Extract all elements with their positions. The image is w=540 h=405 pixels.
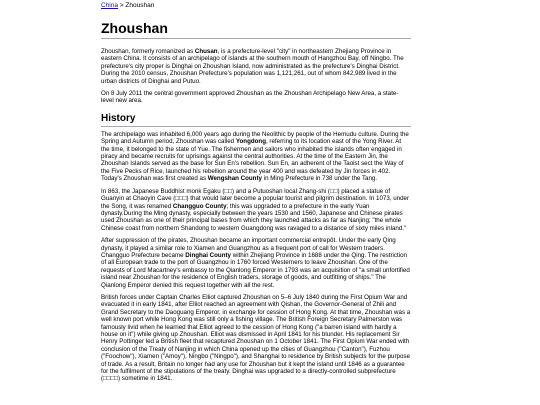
- breadcrumb-separator: >: [119, 2, 124, 9]
- bold-term: Yongdong: [235, 138, 266, 146]
- history-paragraph-1: [101, 131, 411, 183]
- section-heading-history: History: [101, 113, 411, 127]
- text-run: ; this was upgraded to a prefecture in the early Yuan dynasty.During the Ming dynasty, especially between the years 1530 and 1560, Japanese and Chinese pirates used Zhoushan as one of their principal bases from which they launched attacks as far as Nanjing; "the whole Chinese coast from northern Shandong to western Guangdong was ravaged to a distance of sixty miles inland.": [101, 202, 407, 232]
- page-title: Zhoushan: [101, 20, 411, 39]
- breadcrumb-link-china[interactable]: China: [101, 2, 118, 9]
- text-run: within Zhejiang Province in 1688 under the Qing. The restriction of all European trade to the port of Guangzhou in 1760 forced Westerners to leave Zhoushan. One of the requests of Lord Macartney's embassy to the Qianlong Emperor in 1793 was an acquisition of "a small unfortified island near Zhoushan for the residence of English traders, storage of goods, and outfitting of ships." The Qianlong Emperor denied this request together with all the rest.: [101, 251, 410, 289]
- breadcrumb: [101, 2, 411, 10]
- article: [101, 0, 411, 388]
- bold-term: Changguo County: [172, 202, 227, 210]
- history-paragraph-3: [101, 237, 411, 289]
- text-run: Zhoushan, formerly romanized as: [101, 48, 195, 55]
- history-paragraph-2: [101, 188, 411, 232]
- text-run: After suppression of the pirates, Zhoushan became an important commercial entrepôt. Under the early Qing dynasty, it played a similar role to Xiamen and Guangzhou as a frequent port of call for Western traders. Changguo Prefecture became: [101, 237, 396, 259]
- breadcrumb-current: Zhoushan: [125, 2, 155, 9]
- intro-paragraph-1: [101, 48, 411, 85]
- intro-paragraph-2: On 8 July 2011 the central government approved Zhoushan as the Zhoushan Archipelago New Area, a state-level new area.: [101, 90, 399, 105]
- text-run: The archipelago was inhabited 6,000 years ago during the Neolithic by people of the Hemudu culture. During the Spring and Autumn period, Zhoushan was called: [101, 130, 409, 146]
- text-run: in Ming Prefecture in 738 under the Tang.: [261, 175, 378, 183]
- text-run: In 863, the Japanese Buddhist monk Egaku (□□) and a Putuoshan local Zhang-shi (□□) placed a statue of Guanyin at Chaoyin Cave (□□□) that would later become a popular tourist and pilgrim destination. In 1073, under the Song, it was renamed: [101, 187, 410, 210]
- bold-term: Wengshan County: [207, 175, 262, 183]
- bold-term: Dinghai County: [185, 251, 231, 259]
- history-paragraph-4: British forces under Captain Charles Elliot captured Zhoushan on 5–6 July 1840 during the First Opium War and evacuated it in early 1841, after Elliot reached an agreement with Qishan, the Governor-General of Zhili and Grand Secretary to the Daoguang Emperor, in exchange for cession of Hong Kong. At that time, Zhoushan was a well known port while Hong Kong was still only a fishing village. The British Foreign Secretary Palmerston was famously livid when he learned that Elliot agreed to the cession of Hong Kong ("a barren island with hardly a house on it") while giving up Zhoushan. Elliot was dismissed in April 1841 for his blunder. His replacement Sir Henry Pottinger led a British fleet that recaptured Zhoushan on 1 October 1841. The First Opium War ended with conclusion of the Treaty of Nanjing in which China opened up the cities of Guangzhou ("Canton"), Fuzhou ("Foochow"), Xiamen ("Amoy"), Ningbo ("Ningpo"), and Shanghai to residence by British subjects for the purpose of trade. As a result, Britain no longer had any use for Zhoushan but it kept the island until 1846 as a guarantee for the fulfilment of the stipulations of the treaty. Dinghai was upgraded to a directly-controlled subprefecture (□□□□) sometime in 1841.: [101, 293, 411, 383]
- text-run: , referring to its location east of the Yong River. At the time, it belonged to the state of Yue. The fishermen and sailors who inhabited the islands often engaged in piracy and became recruits for uprisings against the central authorities. At the time of the Eastern Jin, the Zhoushan Islands served as the base for Sun En's rebellion. Sun En, an adherent of the Taoist sect the Way of the Five Pecks of Rice, launched his rebellion around the year 400 and was defeated by Jin forces in 402. Today's Zhoushan was first created as: [101, 138, 404, 183]
- text-run: , is a prefecture-level "city" in northeastern Zhejiang Province in eastern China. It consists of an archipelago of islands at the southern mouth of Hangzhou Bay, off Ningbo. The prefecture's city proper is Dinghai on Zhoushan Island, now administrated as the prefecture's Dinghai District. During the 2010 census, Zhoushan Prefecture's population was 1,121,261, out of whom 842,989 lived in the urban districts of Dinghai and Putuo.: [101, 48, 404, 85]
- bold-term: Chusan: [194, 48, 218, 55]
